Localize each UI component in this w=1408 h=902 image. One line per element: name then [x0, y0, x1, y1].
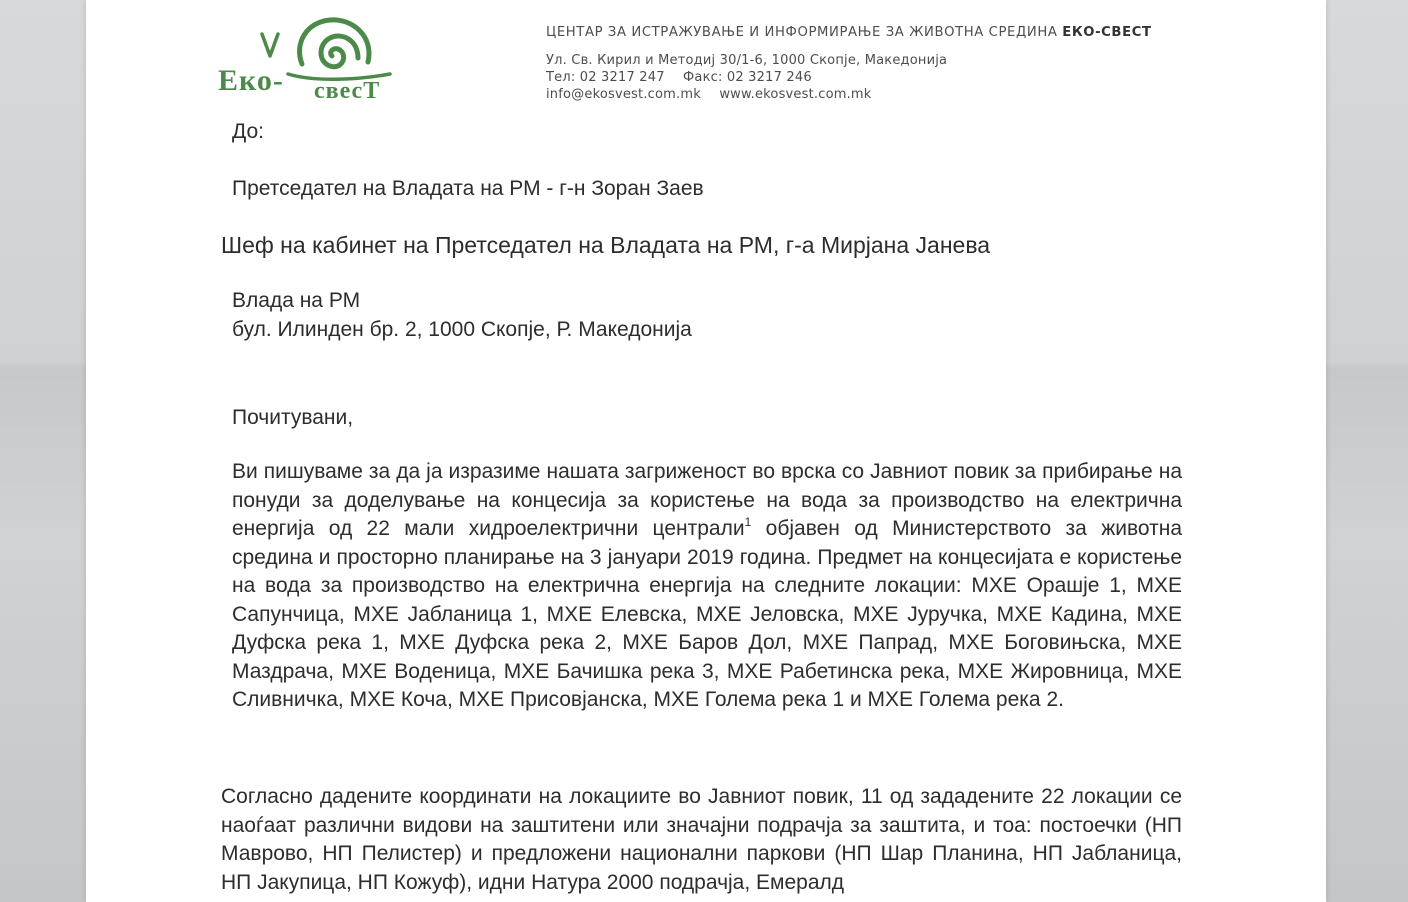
logo-text-svest: свесТ — [314, 78, 381, 104]
institution-name: Влада на РМ — [232, 289, 361, 312]
organization-name-bold: ЕКО-СВЕСТ — [1062, 25, 1152, 40]
email-address: info@ekosvest.com.mk — [546, 87, 701, 102]
organization-address: Ул. Св. Кирил и Методиј 30/1-6, 1000 Скопје, Македонија — [546, 53, 948, 68]
organization-phones — [546, 69, 1152, 86]
logo-text-eko: Еко- — [218, 64, 284, 97]
organization-name — [546, 24, 1152, 42]
paragraph-concession — [232, 458, 1182, 715]
website-address: www.ekosvest.com.mk — [719, 87, 872, 102]
letter-page — [86, 0, 1326, 902]
paragraph-concession-end: објавен од Министерството за животна средина и просторно планирање на 3 јануари 2019 година. Предмет на концесијата е користење на вода за производство на електрична енергија на следните локации: МХЕ Орашје 1, МХЕ Сапунчица, МХЕ Јабланица 1, МХЕ Елевска, МХЕ Јеловска, МХЕ Јуручка, МХЕ Кадина, МХЕ Дуфска река 1, МХЕ Дуфска река 2, МХЕ Баров Дол, МХЕ Папрад, МХЕ Боговињска, МХЕ Маздрача, МХЕ Воденица, МХЕ Бачишка река 3, МХЕ Рабетинска река, МХЕ Жировница, МХЕ Сливничка, МХЕ Коча, МХЕ Присовјанска, МХЕ Голема река 1 и МХЕ Голема река 2. — [232, 517, 1183, 711]
eko-svest-logo — [218, 10, 408, 110]
paragraph-concession-start: Ви пишуваме за да ја изразиме нашата загриженост во врска со Јавниот повик за прибирање на понуди за доделување на концесија за користење на вода за производство на електрична енергија од 22 мали хидроелектрични централи — [232, 460, 1182, 540]
recipient-chief-of-cabinet: Шеф на кабинет на Претседател на Владата на РМ, г-а Мирјана Јанева — [221, 232, 991, 258]
salutation: Почитувани, — [232, 406, 354, 429]
organization-name-text: ЦЕНТАР ЗА ИСТРАЖУВАЊЕ И ИНФОРМИРАЊЕ ЗА ЖИВОТНА СРЕДИНА — [546, 25, 1058, 40]
paragraph-protected-areas: Согласно дадените координати на локациите во Јавниот повик, 11 од зададените 22 локации се наоѓаат различни видови на заштитени или значајни подрачја за заштита, и тоа: постоечки (НП Маврово, НП Пелистер) и предложени национални паркови (НП Шар Планина, НП Јабланица, НП Јакупица, НП Кожуф), идни Натура 2000 подрачја, Емералд — [221, 785, 1182, 894]
footnote-marker: 1 — [744, 515, 752, 529]
letterhead-info — [546, 24, 1152, 103]
organization-web — [546, 86, 1152, 103]
recipient-prime-minister: Претседател на Владата на РМ - г-н Зоран Заев — [232, 177, 704, 200]
fax-number: Факс: 02 3217 246 — [683, 70, 812, 85]
phone-number: Тел: 02 3217 247 — [546, 70, 665, 85]
institution-address: бул. Илинден бр. 2, 1000 Скопје, Р. Македонија — [232, 318, 692, 341]
to-label: До: — [232, 120, 264, 143]
